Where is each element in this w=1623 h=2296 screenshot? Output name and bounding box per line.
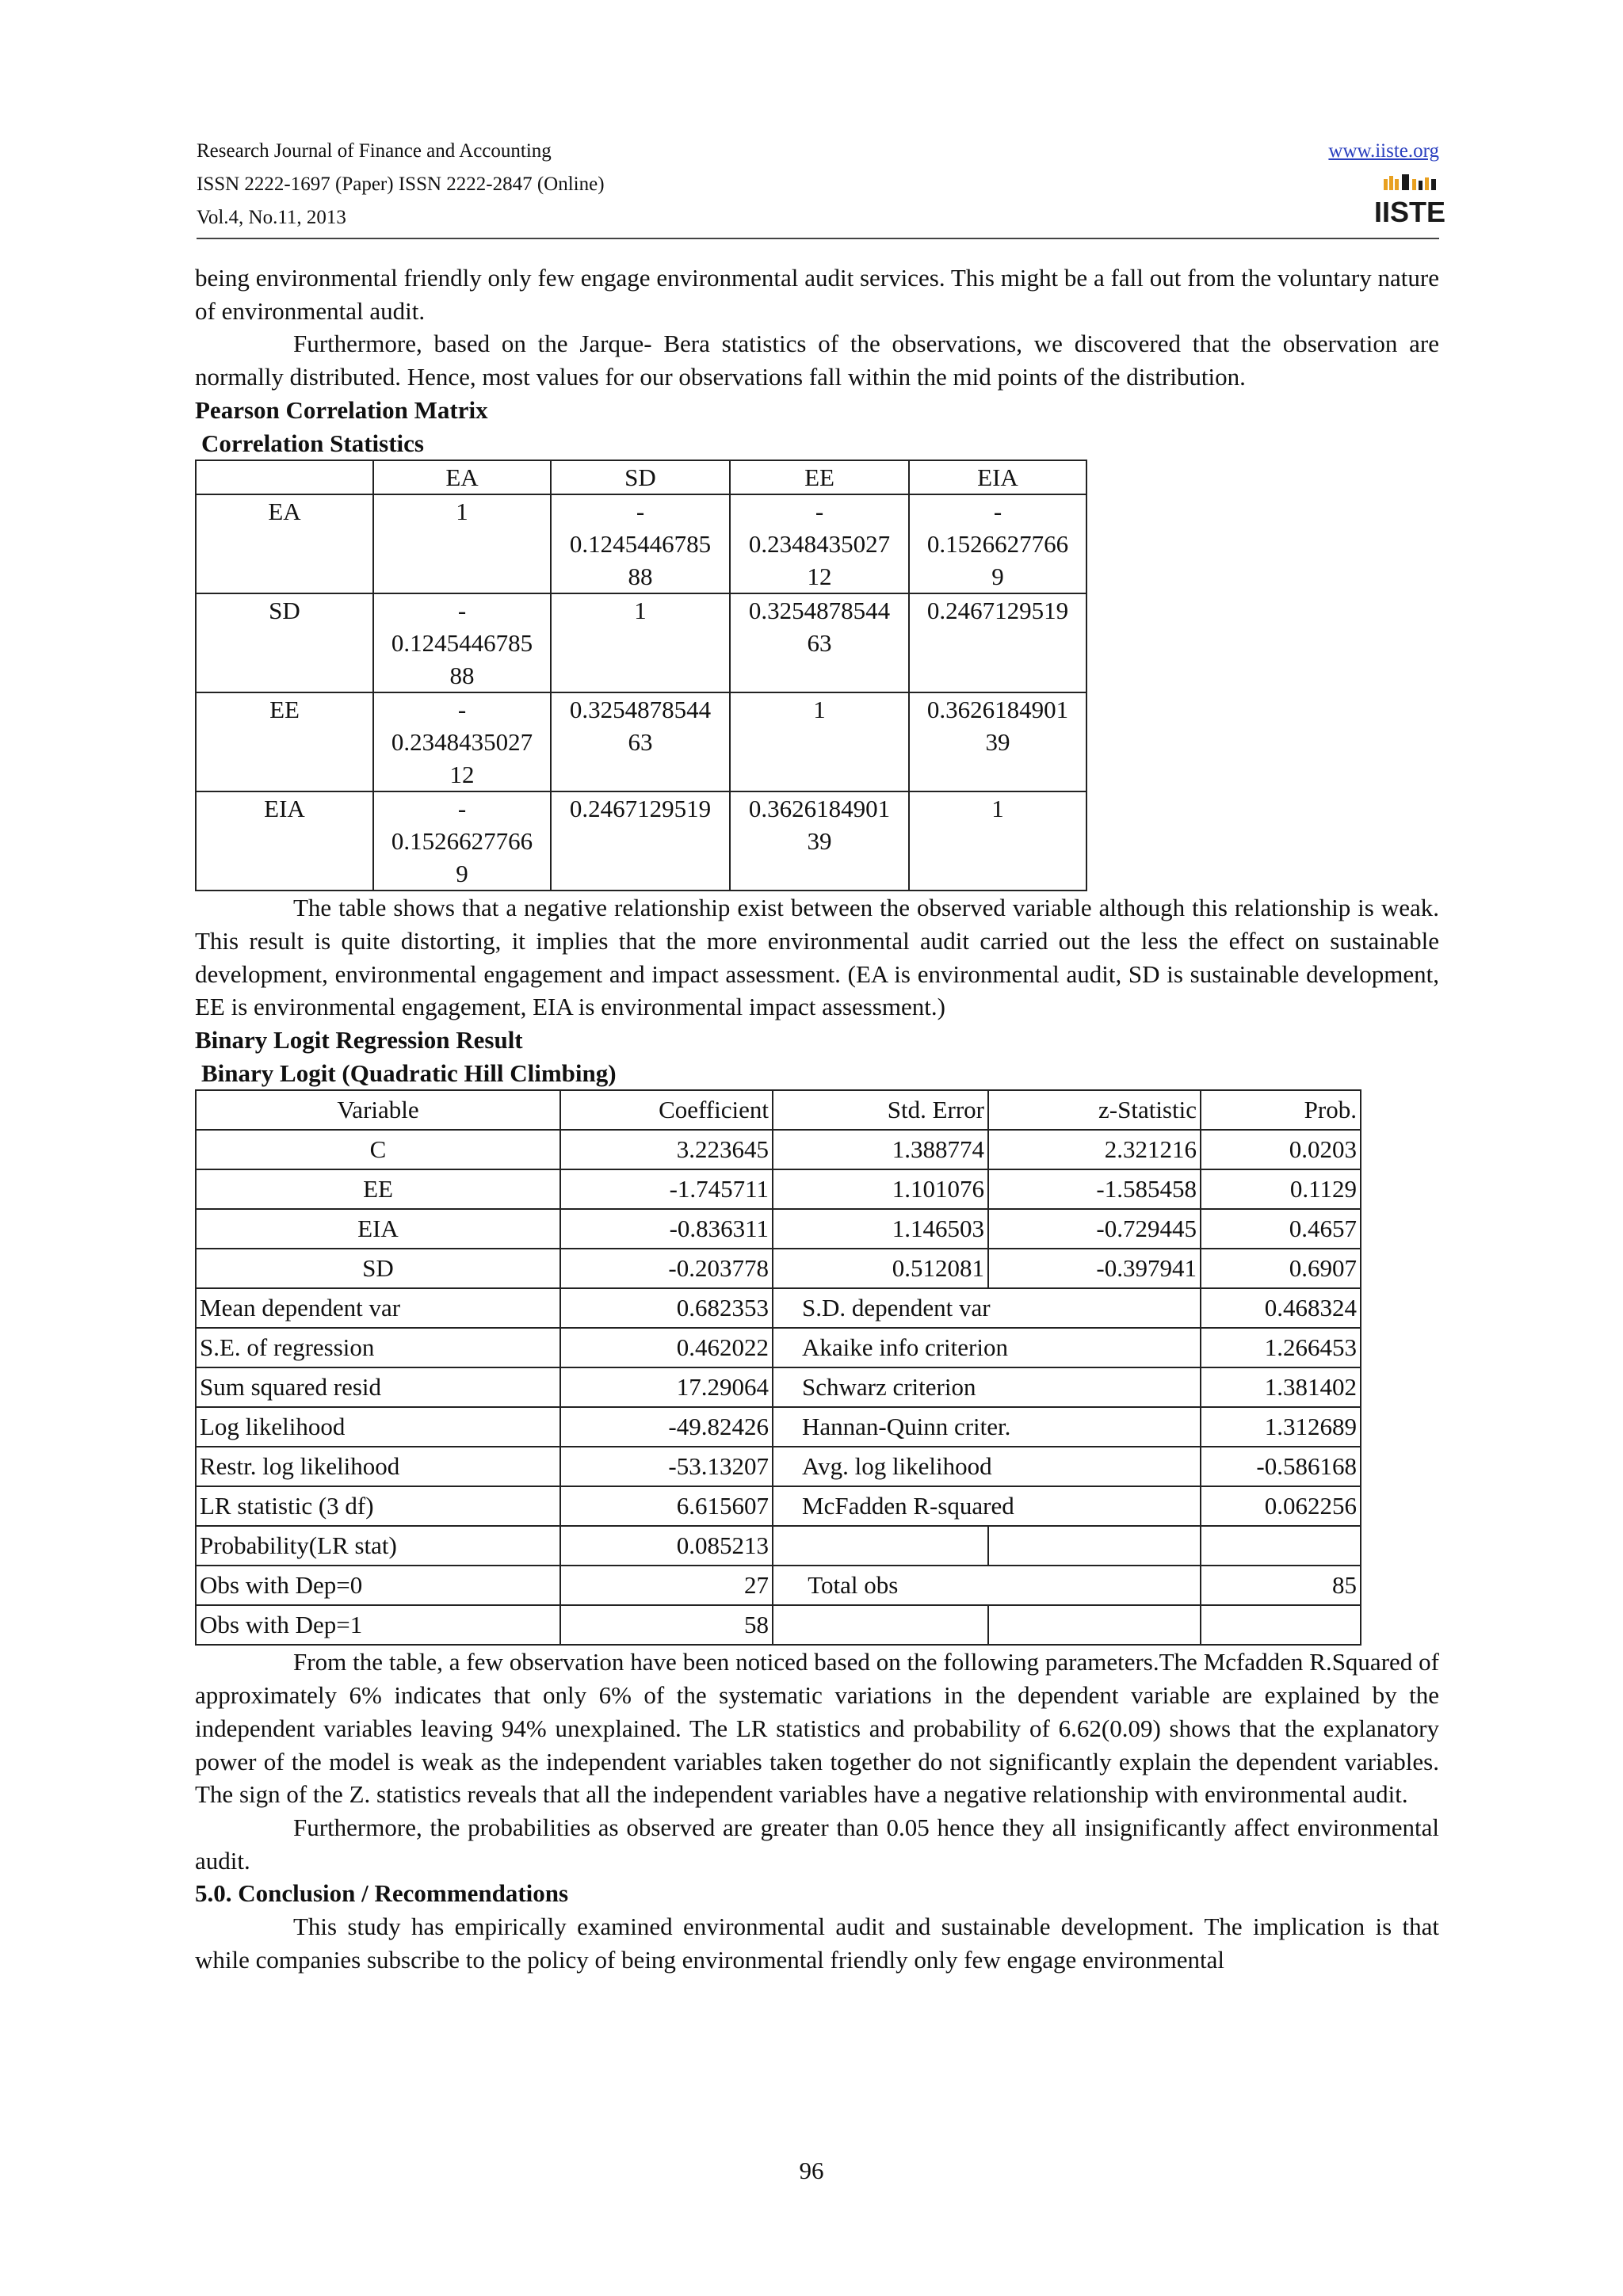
- stat-label-cell: Sum squared resid: [196, 1367, 560, 1407]
- page-number: 96: [799, 2157, 824, 2184]
- corr-header-cell: EE: [730, 460, 909, 494]
- corr-header-row: [196, 460, 1086, 494]
- logit-coef-row: [196, 1130, 1361, 1169]
- logit-value-cell: 3.223645: [560, 1130, 773, 1169]
- stat-label-cell: S.E. of regression: [196, 1328, 560, 1367]
- logit-header-cell: Std. Error: [773, 1090, 988, 1130]
- logit-value-cell: 2.321216: [988, 1130, 1201, 1169]
- logit-coef-row: [196, 1249, 1361, 1288]
- logit-variable-cell: C: [196, 1130, 560, 1169]
- logit-value-cell: 1.101076: [773, 1169, 988, 1209]
- paragraph-3: The table shows that a negative relationship exist between the observed variable although this relationship is weak. This result is quite distorting, it implies that the more environmental audit carried out the less the effect on sustainable development, environmental engagement and impact assessment. (EA is environmental audit, SD is sustainable development, EE is environmental engagement, EIA is environmental impact assessment.): [195, 894, 1439, 1021]
- corr-cell: - 0.2348435027 12: [730, 494, 909, 593]
- stat-value-cell: 0.682353: [560, 1288, 773, 1328]
- logit-header-cell: Prob.: [1201, 1090, 1361, 1130]
- stat-value-cell: 0.468324: [1201, 1288, 1361, 1328]
- heading-binary-logit: Binary Logit Regression Result: [195, 1026, 523, 1055]
- stat-label-cell: Akaike info criterion: [773, 1328, 1201, 1367]
- corr-cell: 1: [551, 593, 730, 692]
- corr-header-cell: EIA: [909, 460, 1086, 494]
- corr-header-cell: [196, 460, 373, 494]
- stat-value-cell: 1.381402: [1201, 1367, 1361, 1407]
- logit-value-cell: 0.0203: [1201, 1130, 1361, 1169]
- stat-label-cell: Obs with Dep=1: [196, 1605, 560, 1645]
- logit-value-cell: -0.397941: [988, 1249, 1201, 1288]
- corr-row: [196, 494, 1086, 593]
- corr-row: [196, 791, 1086, 891]
- corr-cell: - 0.1245446785 88: [373, 593, 551, 692]
- empty-cell: [1201, 1605, 1361, 1645]
- logit-header-cell: z-Statistic: [988, 1090, 1201, 1130]
- empty-cell: [773, 1605, 988, 1645]
- stat-label-cell: Total obs: [773, 1566, 1201, 1605]
- logit-regression-table: [195, 1089, 1361, 1646]
- stat-value-cell: 1.266453: [1201, 1328, 1361, 1367]
- logit-header-row: [196, 1090, 1361, 1130]
- corr-cell: 0.2467129519: [909, 593, 1086, 692]
- stat-value-cell: -0.586168: [1201, 1447, 1361, 1486]
- page-header: [197, 135, 1446, 235]
- corr-cell: 0.3254878544 63: [730, 593, 909, 692]
- logit-stat-row: [196, 1367, 1361, 1407]
- stat-value-cell: 85: [1201, 1566, 1361, 1605]
- corr-cell: - 0.1526627766 9: [909, 494, 1086, 593]
- logit-value-cell: -1.585458: [988, 1169, 1201, 1209]
- logit-header-cell: Variable: [196, 1090, 560, 1130]
- logo-text: IISTE: [1373, 196, 1446, 228]
- corr-cell: 0.2467129519: [551, 791, 730, 891]
- logit-value-cell: -0.203778: [560, 1249, 773, 1288]
- stat-label-cell: Restr. log likelihood: [196, 1447, 560, 1486]
- stat-value-cell: 0.062256: [1201, 1486, 1361, 1526]
- header-rule: [197, 238, 1439, 239]
- logit-value-cell: -0.836311: [560, 1209, 773, 1249]
- iiste-logo-icon: [1373, 173, 1446, 228]
- stat-label-cell: Avg. log likelihood: [773, 1447, 1201, 1486]
- logit-header-cell: Coefficient: [560, 1090, 773, 1130]
- logit-value-cell: -0.729445: [988, 1209, 1201, 1249]
- issn-line: ISSN 2222-1697 (Paper) ISSN 2222-2847 (Online): [197, 174, 605, 195]
- paragraph-1: being environmental friendly only few engage environmental audit services. This might be a fall out from the voluntary nature of environmental audit.: [195, 264, 1439, 325]
- corr-cell: - 0.1245446785 88: [551, 494, 730, 593]
- logit-coef-row: [196, 1209, 1361, 1249]
- corr-cell: 1: [909, 791, 1086, 891]
- correlation-table: [195, 460, 1087, 891]
- stat-value-cell: 27: [560, 1566, 773, 1605]
- paragraph-2: Furthermore, based on the Jarque- Bera statistics of the observations, we discovered that the observation are normally distributed. Hence, most values for our observations fall within the mid points of the distribution.: [195, 330, 1439, 391]
- logit-value-cell: 0.512081: [773, 1249, 988, 1288]
- corr-row-label: EE: [196, 692, 373, 791]
- logit-value-cell: -1.745711: [560, 1169, 773, 1209]
- stat-label-cell: S.D. dependent var: [773, 1288, 1201, 1328]
- logit-prob-row: [196, 1526, 1361, 1566]
- logit-variable-cell: EIA: [196, 1209, 560, 1249]
- heading-pearson: Pearson Correlation Matrix: [195, 395, 488, 424]
- corr-row-label: SD: [196, 593, 373, 692]
- empty-cell: [988, 1526, 1201, 1566]
- logit-stat-row: [196, 1328, 1361, 1367]
- stat-label-cell: LR statistic (3 df): [196, 1486, 560, 1526]
- stat-value-cell: 0.462022: [560, 1328, 773, 1367]
- corr-row: [196, 692, 1086, 791]
- corr-cell: 0.3254878544 63: [551, 692, 730, 791]
- paragraph-4: From the table, a few observation have been noticed based on the following parameters.The Mcfadden R.Squared of approximately 6% indicates that only 6% of the systematic variations in the dependent variable are explained by the independent variables leaving 94% unexplained. The LR statistics and probability of 6.62(0.09) shows that the explanatory power of the model is weak as the independent variables taken together do not significantly explain the dependent variables. The sign of the Z. statistics reveals that all the independent variables have a negative relationship with environmental audit.: [195, 1648, 1439, 1809]
- corr-cell: 1: [373, 494, 551, 593]
- logit-value-cell: 1.146503: [773, 1209, 988, 1249]
- empty-cell: [988, 1605, 1201, 1645]
- heading-conclusion: 5.0. Conclusion / Recommendations: [195, 1879, 569, 1908]
- stat-label-cell: Log likelihood: [196, 1407, 560, 1447]
- journal-title: Research Journal of Finance and Accounting: [197, 140, 552, 162]
- corr-cell: 0.3626184901 39: [909, 692, 1086, 791]
- stat-value-cell: 58: [560, 1605, 773, 1645]
- logit-obs1-row: [196, 1605, 1361, 1645]
- stat-label-cell: McFadden R-squared: [773, 1486, 1201, 1526]
- logit-value-cell: 1.388774: [773, 1130, 988, 1169]
- stat-label-cell: Mean dependent var: [196, 1288, 560, 1328]
- stat-value-cell: 0.085213: [560, 1526, 773, 1566]
- corr-row: [196, 593, 1086, 692]
- corr-cell: - 0.1526627766 9: [373, 791, 551, 891]
- volume-line: Vol.4, No.11, 2013: [197, 207, 346, 228]
- logit-coef-row: [196, 1169, 1361, 1209]
- stat-value-cell: 6.615607: [560, 1486, 773, 1526]
- stat-value-cell: 17.29064: [560, 1367, 773, 1407]
- logit-stat-row: [196, 1447, 1361, 1486]
- logit-variable-cell: SD: [196, 1249, 560, 1288]
- empty-cell: [1201, 1526, 1361, 1566]
- stat-value-cell: 1.312689: [1201, 1407, 1361, 1447]
- corr-cell: - 0.2348435027 12: [373, 692, 551, 791]
- corr-header-cell: SD: [551, 460, 730, 494]
- main-body: [195, 261, 1439, 1976]
- corr-cell: 1: [730, 692, 909, 791]
- stat-label-cell: Probability(LR stat): [196, 1526, 560, 1566]
- logit-stat-row: [196, 1486, 1361, 1526]
- corr-row-label: EIA: [196, 791, 373, 891]
- logit-stat-row: [196, 1407, 1361, 1447]
- stat-value-cell: -49.82426: [560, 1407, 773, 1447]
- corr-cell: 0.3626184901 39: [730, 791, 909, 891]
- stat-label-cell: Schwarz criterion: [773, 1367, 1201, 1407]
- logit-variable-cell: EE: [196, 1169, 560, 1209]
- stat-label-cell: Hannan-Quinn criter.: [773, 1407, 1201, 1447]
- logit-stat-row: [196, 1288, 1361, 1328]
- stat-value-cell: -53.13207: [560, 1447, 773, 1486]
- corr-row-label: EA: [196, 494, 373, 593]
- heading-correlation-statistics: Correlation Statistics: [201, 429, 424, 457]
- logit-value-cell: 0.4657: [1201, 1209, 1361, 1249]
- paragraph-5: Furthermore, the probabilities as observed are greater than 0.05 hence they all insignificantly affect environmental audit.: [195, 1813, 1439, 1875]
- logit-obs0-row: [196, 1566, 1361, 1605]
- corr-header-cell: EA: [373, 460, 551, 494]
- heading-binary-logit-sub: Binary Logit (Quadratic Hill Climbing): [201, 1058, 617, 1087]
- logit-value-cell: 0.6907: [1201, 1249, 1361, 1288]
- logit-value-cell: 0.1129: [1201, 1169, 1361, 1209]
- journal-url-link[interactable]: www.iiste.org: [1328, 140, 1439, 162]
- empty-cell: [773, 1526, 988, 1566]
- stat-label-cell: Obs with Dep=0: [196, 1566, 560, 1605]
- paragraph-6: This study has empirically examined environmental audit and sustainable development. The implication is that while companies subscribe to the policy of being environmental friendly only few engage environmental: [195, 1913, 1439, 1974]
